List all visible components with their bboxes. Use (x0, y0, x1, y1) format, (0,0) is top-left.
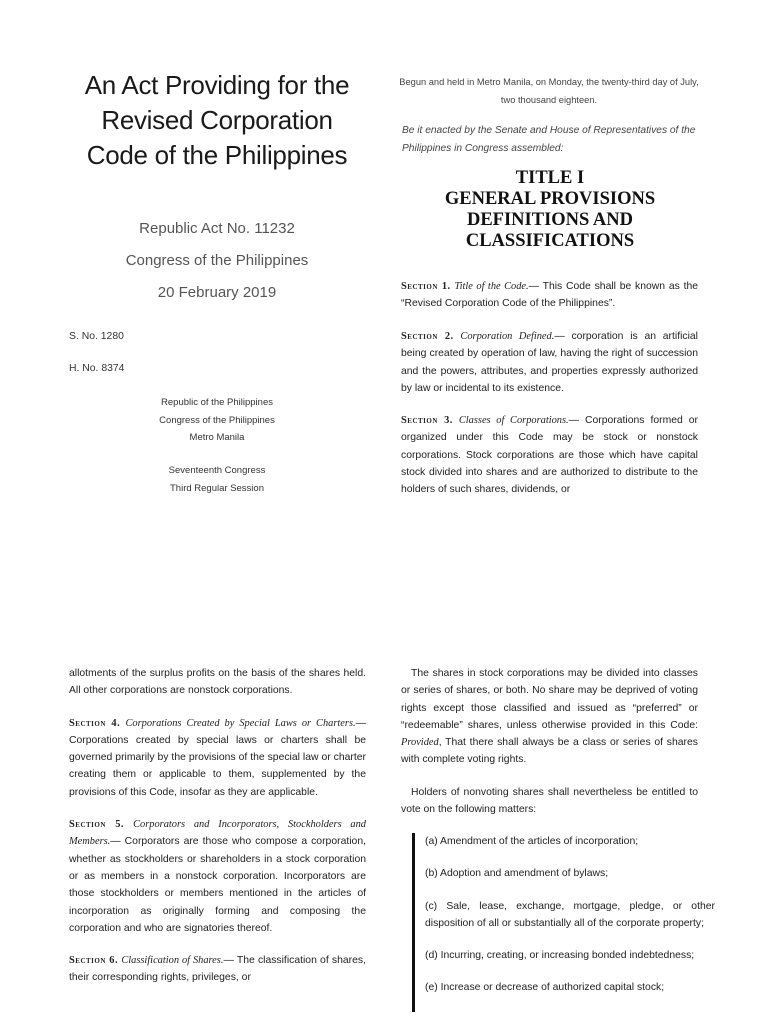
section-body: — Corporations formed or organized under this Code may be stock or nonstock corporations. Stock corporations are those which have capital stock divided into shares and are authorized to distribute to the holders of such shares, dividends, or (401, 415, 698, 496)
section-body: — Corporators are those who compose a corporation, whether as stockholders or shareholders in a stock corporation or as members in a nonstock corporation. Incorporators are those stockholders or members mentioned in the articles of incorporation as originally forming and composing the corporation and who are signatories thereof. (69, 836, 366, 934)
list-item: (e) Increase or decrease of authorized capital stock; (425, 982, 665, 994)
section-title: Classes of Corporations. (458, 415, 569, 426)
section-6 (69, 952, 366, 987)
section-3 (401, 412, 698, 498)
section-5 (69, 816, 366, 937)
section-number: Section 3. (401, 415, 453, 426)
section-body: — The classification of shares, their corresponding rights, privileges, or (69, 955, 366, 984)
section-3-continued: allotments of the surplus profits on the basis of the shares held. All other corporations are nonstock corporations. (69, 668, 366, 697)
congress-name: Congress of the Philippines (125, 252, 309, 269)
senate-number: S. No. 1280 (69, 331, 124, 342)
section-number: Section 1. (401, 281, 451, 292)
list-item: (c) Sale, lease, exchange, mortgage, pledge, or other disposition of all or substantially all of the corporate property; (425, 900, 715, 929)
section-1 (401, 278, 698, 313)
list-item: (a) Amendment of the articles of incorporation; (425, 836, 639, 847)
section-body: — Corporations created by special laws or charters shall be governed primarily by the provisions of the special law or charter creating them or applicable to them, supplemented by the provisions of this Code, insofar as they are applicable. (69, 717, 366, 798)
title-heading-line: GENERAL PROVISIONS (444, 189, 656, 209)
section-title: Title of the Code. (454, 281, 529, 292)
house-number: H. No. 8374 (69, 363, 125, 374)
enacting-clause: Be it enacted by the Senate and House of Representatives of the Philippines in Congress assembled: (402, 125, 696, 154)
section-title: Corporations Created by Special Laws or Charters. (125, 717, 356, 729)
republic-header (72, 394, 362, 447)
shares-text: The shares in stock corporations may be divided into classes or series of shares, or both. No share may be deprived of voting rights except those classified and issued as “preferred” or “redeemable” shares, unless otherwise provided in this Code: (401, 668, 698, 731)
nonvoting-intro: Holders of nonvoting shares shall nevertheless be entitled to vote on the following matters: (401, 786, 698, 816)
title-heading-line: TITLE I (515, 168, 585, 188)
act-date: 20 February 2019 (157, 284, 277, 301)
section-title: Corporation Defined. (460, 331, 555, 342)
section-body: — This Code shall be known as the “Revised Corporation Code of the Philippines”. (401, 281, 699, 310)
header-line: Congress of the Philippines (159, 414, 275, 426)
shares-paragraph (401, 665, 698, 769)
title-heading (400, 168, 700, 252)
session-line: Third Regular Session (170, 482, 264, 494)
section-number: Section 5. (69, 819, 124, 831)
document-title: An Act Providing for the Revised Corporation Code of the Philippines (84, 70, 350, 170)
header-line: Metro Manila (189, 432, 245, 443)
act-number: Republic Act No. 11232 (139, 220, 295, 237)
section-2 (401, 328, 698, 397)
document-page-2 (0, 655, 768, 1024)
left-column (69, 665, 366, 987)
nonvoting-matters-list (412, 833, 715, 1012)
section-title: Classification of Shares. (121, 955, 224, 967)
section-number: Section 2. (401, 331, 454, 342)
shares-text-end: , That there shall always be a class or series of shares with complete voting rights. (401, 737, 698, 766)
section-4 (69, 715, 366, 801)
list-item: (b) Adoption and amendment of bylaws; (425, 868, 609, 880)
section-number: Section 4. (69, 717, 121, 729)
section-number: Section 6. (69, 955, 119, 967)
provided-keyword: Provided (401, 737, 439, 749)
header-line: Republic of the Philippines (161, 397, 273, 408)
section-title: Corporators and Incorporators, Stockholders and Members. (69, 819, 367, 848)
session-header (72, 462, 362, 497)
list-item: (d) Incurring, creating, or increasing bonded indebtedness; (425, 950, 695, 962)
title-heading-line: CLASSIFICATIONS (465, 231, 635, 251)
right-column (401, 665, 698, 818)
title-heading-line: DEFINITIONS AND (466, 210, 634, 230)
begun-statement: Begun and held in Metro Manila, on Monday, the twenty-third day of July, two thousand eighteen. (399, 77, 699, 105)
section-body: — corporation is an artificial being created by operation of law, having the right of succession and the powers, attributes, and properties expressly authorized by law or incidental to its existence. (401, 331, 698, 394)
session-line: Seventeenth Congress (168, 465, 266, 476)
